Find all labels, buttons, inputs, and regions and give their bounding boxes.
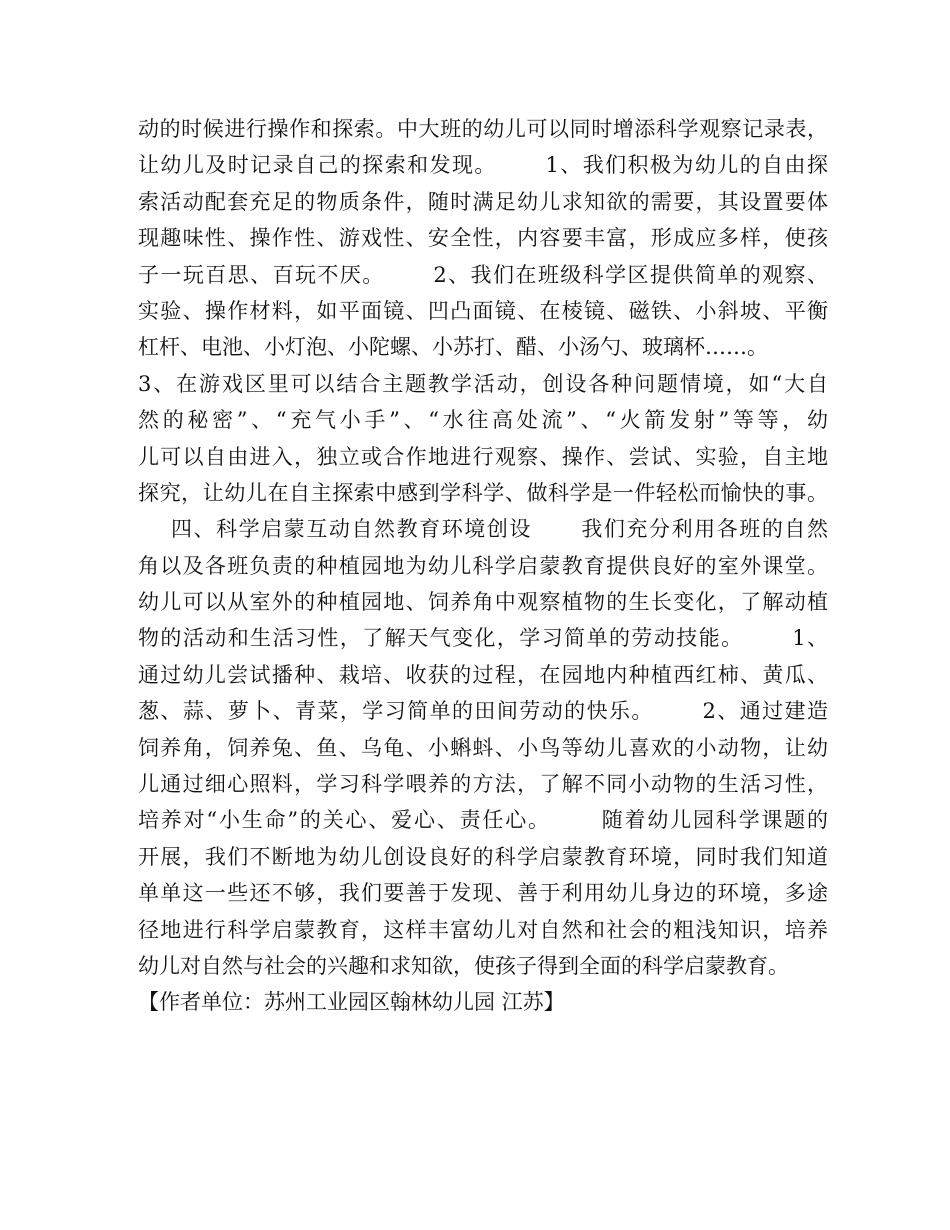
- text-line: 物的活动和生活习性，了解天气变化，学习简单的劳动技能。 1、: [138, 626, 828, 651]
- text-line: 幼儿对自然与社会的兴趣和求知欲，使孩子得到全面的科学启蒙教育。: [138, 953, 789, 978]
- text-line: 儿可以自由进入，独立或合作地进行观察、操作、尝试、实验，自主地: [138, 444, 828, 469]
- text-line: 儿通过细心照料，学习科学喂养的方法，了解不同小动物的生活习性，: [138, 772, 828, 797]
- text-line: 径地进行科学启蒙教育，这样丰富幼儿对自然和社会的粗浅知识，培养: [138, 917, 828, 942]
- text-line: 葱、蒜、萝卜、青菜，学习简单的田间劳动的快乐。 2、通过建造: [138, 699, 828, 724]
- text-line: 饲养角，饲养兔、鱼、乌龟、小蝌蚪、小鸟等幼儿喜欢的小动物，让幼: [138, 735, 828, 760]
- text-line: 探究，让幼儿在自主探索中感到学科学、做科学是一件轻松而愉快的事。: [138, 480, 828, 505]
- text-line: 实验、操作材料，如平面镜、凹凸面镜、在棱镜、磁铁、小斜坡、平衡: [138, 298, 828, 323]
- text-line: 通过幼儿尝试播种、栽培、收获的过程，在园地内种植西红柿、黄瓜、: [138, 662, 828, 687]
- text-line: 单单这一些还不够，我们要善于发现、善于利用幼儿身边的环境，多途: [138, 881, 828, 906]
- author-affiliation: 【作者单位：苏州工业园区翰林幼儿园 江苏】: [138, 990, 565, 1015]
- text-line: 培养对“小生命”的关心、爱心、责任心。 随着幼儿园科学课题的: [138, 808, 828, 833]
- text-line: 让幼儿及时记录自己的探索和发现。 1、我们积极为幼儿的自由探: [138, 153, 828, 178]
- text-line: 子一玩百思、百玩不厌。 2、我们在班级科学区提供简单的观察、: [138, 262, 828, 287]
- text-line: 3、在游戏区里可以结合主题教学活动，创设各种问题情境，如“大自: [138, 371, 828, 396]
- text-line: 开展，我们不断地为幼儿创设良好的科学启蒙教育环境，同时我们知道: [138, 844, 828, 869]
- text-line: 索活动配套充足的物质条件，随时满足幼儿求知欲的需要，其设置要体: [138, 189, 828, 214]
- text-line: 动的时候进行操作和探索。中大班的幼儿可以同时增添科学观察记录表，: [138, 117, 828, 141]
- text-line: 角以及各班负责的种植园地为幼儿科学启蒙教育提供良好的室外课堂。: [138, 553, 828, 578]
- text-line: 现趣味性、操作性、游戏性、安全性，内容要丰富，形成应多样，使孩: [138, 226, 828, 251]
- text-line: 然的秘密”、“充气小手”、“水往高处流”、“火箭发射”等等，幼: [138, 408, 828, 433]
- text-line: 幼儿可以从室外的种植园地、饲养角中观察植物的生长变化，了解动植: [138, 590, 828, 615]
- body-text: [138, 111, 828, 1021]
- section-heading-line: 四、科学启蒙互动自然教育环境创设 我们充分利用各班的自然: [138, 517, 828, 542]
- text-line: 杠杆、电池、小灯泡、小陀螺、小苏打、醋、小汤勺、玻璃杯……。: [138, 335, 768, 360]
